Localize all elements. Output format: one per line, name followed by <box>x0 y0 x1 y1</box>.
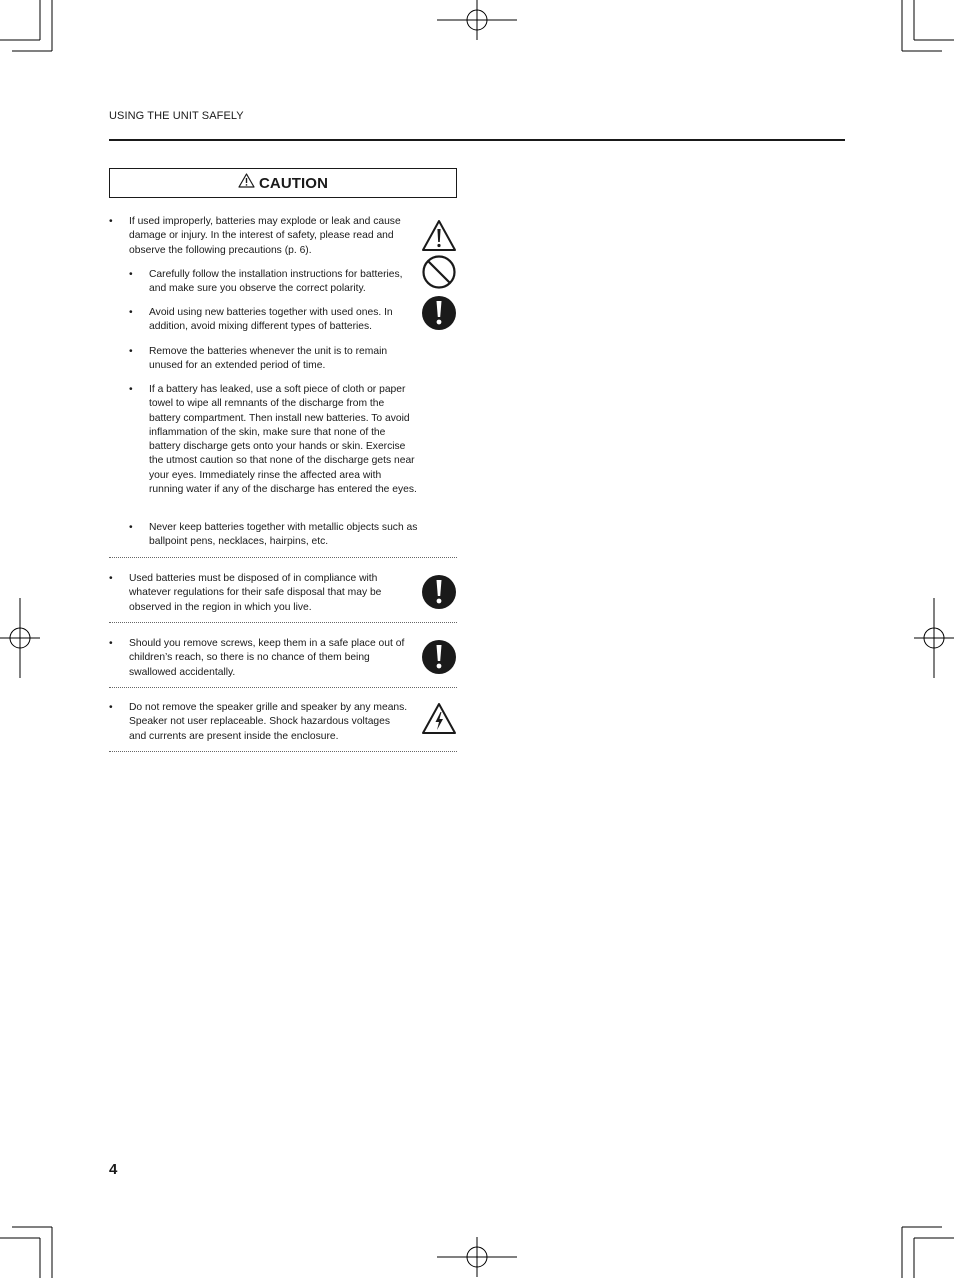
caution-section-speaker <box>109 687 457 752</box>
sub-list-item <box>129 345 419 374</box>
prohibited-icon <box>421 254 457 290</box>
item-text: Carefully follow the installation instructions for batteries, and make sure you observe the correct polarity. <box>149 269 403 295</box>
sub-list-item <box>129 383 417 497</box>
caution-section-disposal <box>109 557 457 623</box>
item-text: Remove the batteries whenever the unit is to remain unused for an extended period of time. <box>149 346 388 372</box>
item-text: Used batteries must be disposed of in compliance with whatever regulations for their safe disposal that may be observed in the region in which you live. <box>129 573 382 613</box>
sub-list-item <box>129 521 421 550</box>
list-item <box>109 701 409 744</box>
list-item <box>109 637 409 680</box>
header-rule <box>109 139 845 141</box>
mandatory-action-icon <box>421 574 457 610</box>
item-text: If a battery has leaked, use a soft piece of cloth or paper towel to wipe all remnants of the discharge from the battery compartment. Then install new batteries. To avoid inflammation of the skin, make sure that none of the battery discharge gets onto your hands or skin. Exercise the utmost caution so that none of the discharge gets near your eyes. Immediately rinse the affected area with running water if any of the discharge has entered the eyes. <box>149 384 417 496</box>
bullet: • <box>129 346 133 357</box>
mandatory-action-icon <box>421 639 457 675</box>
bullet: • <box>129 269 133 280</box>
bullet: • <box>129 522 133 533</box>
item-text: Do not remove the speaker grille and speaker by any means. Speaker not user replaceable. Shock hazardous voltages and currents are present inside the enclosure. <box>129 702 408 742</box>
sub-list-item <box>129 306 419 335</box>
caution-heading <box>109 168 457 198</box>
list-item <box>109 215 409 258</box>
mandatory-action-icon <box>421 295 457 331</box>
bullet: • <box>109 573 113 584</box>
caution-section-screws <box>109 622 457 688</box>
caution-title: CAUTION <box>258 174 329 192</box>
bullet: • <box>129 384 133 395</box>
bullet: • <box>109 638 113 649</box>
item-text: If used improperly, batteries may explode or leak and cause damage or injury. In the interest of safety, please read and observe the following precautions (p. 6). <box>129 216 401 256</box>
page-number: 4 <box>109 1161 118 1178</box>
running-header: USING THE UNIT SAFELY <box>109 110 244 122</box>
item-text: Avoid using new batteries together with used ones. In addition, avoid mixing different types of batteries. <box>149 307 393 333</box>
bullet: • <box>109 702 113 713</box>
electric-shock-warning-icon <box>421 701 457 737</box>
list-item <box>109 572 409 615</box>
caution-section-batteries <box>109 210 457 558</box>
item-text: Never keep batteries together with metallic objects such as ballpoint pens, necklaces, hairpins, etc. <box>149 522 418 548</box>
item-text: Should you remove screws, keep them in a safe place out of children’s reach, so there is no chance of them being swallowed accidentally. <box>129 638 405 678</box>
bullet: • <box>109 216 113 227</box>
sub-list-item <box>129 268 419 297</box>
warning-triangle-icon <box>238 173 255 193</box>
warning-triangle-icon <box>421 218 457 254</box>
bullet: • <box>129 307 133 318</box>
